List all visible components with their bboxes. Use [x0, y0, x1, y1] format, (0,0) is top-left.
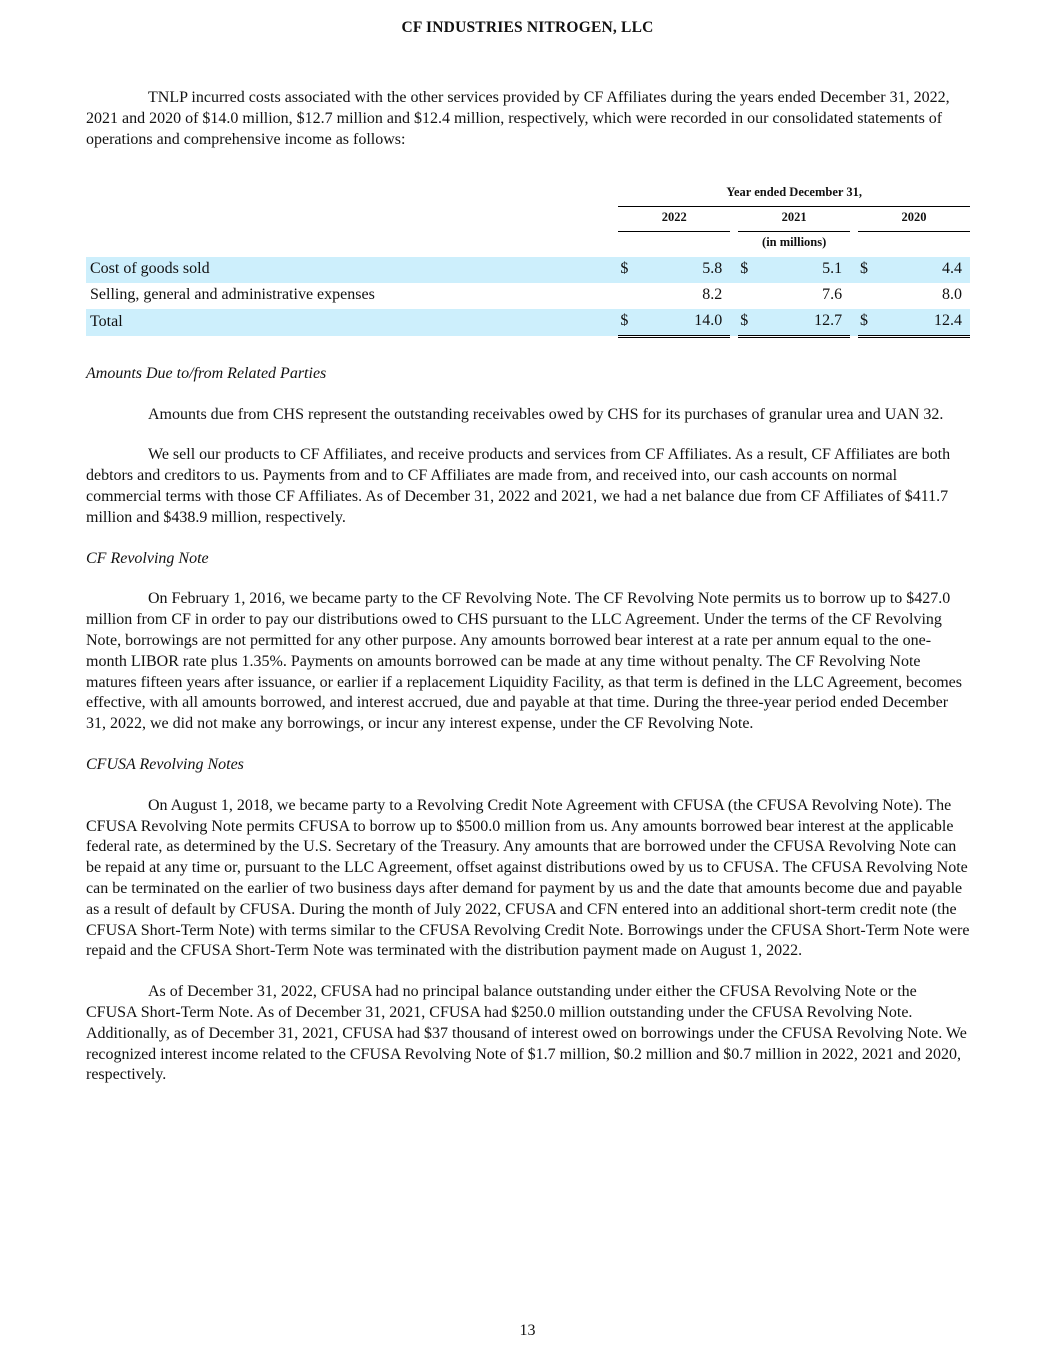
currency-symbol: $ — [738, 309, 750, 337]
currency-symbol: $ — [858, 309, 870, 337]
document-title: CF INDUSTRIES NITROGEN, LLC — [401, 19, 654, 36]
table-total-row — [86, 309, 970, 337]
document-body — [86, 88, 970, 1086]
value-cell: 8.0 — [942, 286, 962, 304]
page-number: 13 — [519, 1322, 536, 1339]
currency-symbol: $ — [618, 309, 630, 337]
section-heading-amounts-due: Amounts Due to/from Related Parties — [86, 364, 327, 382]
table-row — [86, 283, 970, 309]
currency-symbol: $ — [860, 260, 869, 278]
table-row — [86, 257, 970, 283]
amounts-due-paragraph-2: We sell our products to CF Affiliates, and receive products and services from CF Affiliates. As a result, CF Affiliates are both debtors and creditors to us. Payments from and to CF Affiliates are made from, and received into, our cash accounts on normal commercial terms with those CF Affiliates. As of December 31, 2022 and 2021, we had a net balance due from CF Affiliates of $411.7 million and $438.9 million, respectively. — [86, 446, 951, 526]
amounts-due-paragraph-1: Amounts due from CHS represent the outstanding receivables owed by CHS for its purchases of granular urea and UAN 32. — [148, 405, 944, 423]
section-heading-cf-revolving-note: CF Revolving Note — [86, 549, 209, 567]
currency-symbol: $ — [740, 260, 749, 278]
table-group-header: Year ended December 31, — [618, 182, 970, 206]
section-heading-cfusa-revolving-notes: CFUSA Revolving Notes — [86, 755, 244, 773]
value-cell: 8.2 — [702, 286, 723, 304]
intro-paragraph: TNLP incurred costs associated with the other services provided by CF Affiliates during the years ended December 31, 2022, 2021 and 2020 of $14.0 million, $12.7 million and $12.4 million, respectively, which were recorded in our consolidated statements of operations and comprehensive income as follows: — [86, 89, 950, 148]
value-cell: 5.8 — [702, 260, 723, 278]
currency-symbol — [858, 283, 870, 309]
row-label: Cost of goods sold — [90, 260, 210, 278]
table-year-header: 2020 — [858, 207, 970, 232]
table-units-label: (in millions) — [762, 234, 827, 249]
value-cell: 4.4 — [942, 260, 962, 278]
cfusa-revolving-paragraph-1: On August 1, 2018, we became party to a Revolving Credit Note Agreement with CFUSA (the CFUSA Revolving Note). The CFUSA Revolving Note permits CFUSA to borrow up to $500.0 million from us. Any amounts borrowed bear interest at the applicable federal rate, as determined by the U.S. Secretary of the Treasury. Any amounts that are borrowed under the CFUSA Revolving Note can be repaid at any time or, pursuant to the LLC Agreement, offset against distributions owed by us to CFUSA. The CFUSA Revolving Note can be terminated on the earlier of two business days after demand for payment by us and the date that amounts become due and payable as a result of default by CFUSA. During the month of July 2022, CFUSA and CFN entered into an additional short-term credit note (the CFUSA Short-Term Note) with terms similar to the CFUSA Revolving Credit Note. Borrowings under the CFUSA Short-Term Note were repaid and the CFUSA Short-Term Note was terminated with the distribution payment made on August 1, 2022. — [86, 796, 970, 960]
value-cell: 5.1 — [822, 260, 843, 278]
value-cell: 12.7 — [750, 309, 850, 337]
value-cell: 7.6 — [822, 286, 843, 304]
currency-symbol — [618, 283, 630, 309]
cf-revolving-paragraph: On February 1, 2016, we became party to the CF Revolving Note. The CF Revolving Note permits us to borrow up to $427.0 million from CF in order to pay our distributions owed to CHS pursuant to the LLC Agreement. Under the terms of the CF Revolving Note, borrowings are not permitted for any other purpose. Any amounts borrowed bear interest at a rate per annum equal to the one-month LIBOR rate plus 1.35%. Payments on amounts borrowed can be made at any time without penalty. The CF Revolving Note matures fifteen years after issuance, or earlier if a replacement Liquidity Facility, as that term is defined in the LLC Agreement, becomes effective, with all amounts borrowed, and interest accrued, due and payable at that time. During the three-year period ended December 31, 2022, we did not make any borrowings, or incur any interest expense, under the CF Revolving Note. — [86, 590, 962, 733]
value-cell: 12.4 — [870, 309, 970, 337]
row-label: Selling, general and administrative expenses — [90, 286, 375, 304]
cfusa-revolving-paragraph-2: As of December 31, 2022, CFUSA had no principal balance outstanding under either the CFUSA Revolving Note or the CFUSA Short-Term Note. As of December 31, 2021, CFUSA had $250.0 million outstanding under the CFUSA Revolving Note. Additionally, as of December 31, 2021, CFUSA had $37 thousand of interest owed on borrowings under the CFUSA Revolving Note. We recognized interest income related to the CFUSA Revolving Note of $1.7 million, $0.2 million and $0.7 million in 2022, 2021 and 2020, respectively. — [86, 983, 967, 1084]
currency-symbol: $ — [620, 260, 629, 278]
services-cost-table — [86, 182, 970, 337]
value-cell: 14.0 — [630, 309, 730, 337]
table-year-header: 2022 — [618, 207, 730, 232]
table-year-header: 2021 — [738, 207, 850, 232]
currency-symbol — [738, 283, 750, 309]
row-label: Total — [90, 313, 123, 331]
